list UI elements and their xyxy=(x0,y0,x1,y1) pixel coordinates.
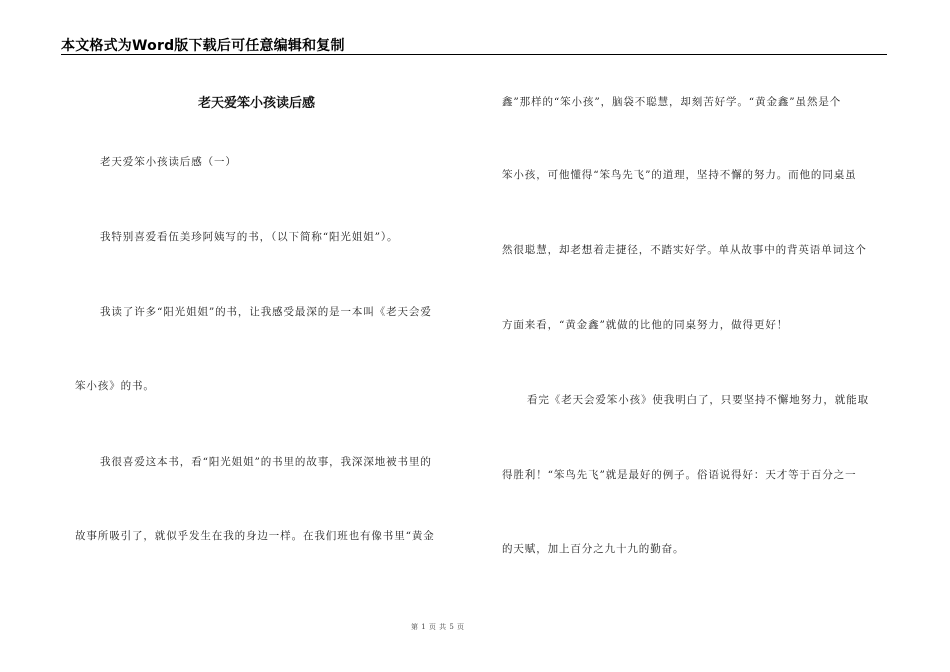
left-line-5: 我很喜爱这本书，看“阳光姐姐”的书里的故事，我深深地被书里的 xyxy=(100,456,432,468)
left-line-4: 笨小孩》的书。 xyxy=(75,380,155,392)
right-line-5: 看完《老天会爱笨小孩》使我明白了，只要坚持不懈地努力，就能取 xyxy=(527,394,869,406)
right-line-2: 笨小孩，可他懂得“笨鸟先飞”的道理，坚持不懈的努力。而他的同桌虽 xyxy=(502,169,857,181)
left-line-3: 我读了许多“阳光姐姐”的书，让我感受最深的是一本叫《老天会爱 xyxy=(100,306,432,318)
right-line-3: 然很聪慧，却老想着走捷径，不踏实好学。单从故事中的背英语单词这个 xyxy=(502,244,867,256)
left-line-6: 故事所吸引了，就似乎发生在我的身边一样。在我们班也有像书里“黄金 xyxy=(75,530,435,542)
right-line-7: 的天赋，加上百分之九十九的勤奋。 xyxy=(502,543,685,555)
left-line-2: 我特别喜爱看伍美珍阿姨写的书，（以下简称“阳光姐姐”）。 xyxy=(100,231,399,243)
page-header: 本文格式为Word版下载后可任意编辑和复制 xyxy=(61,38,345,54)
right-line-4: 方面来看，“黄金鑫”就做的比他的同桌努力，做得更好！ xyxy=(502,319,789,331)
document-title: 老天爱笨小孩读后感 xyxy=(198,96,316,111)
header-divider xyxy=(61,54,887,55)
left-line-1: 老天爱笨小孩读后感（一） xyxy=(100,156,237,168)
page-number: 第 1 页 共 5 页 xyxy=(411,623,465,631)
right-line-1: 鑫”那样的“笨小孩”，脑袋不聪慧，却刻苦好学。“黄金鑫”虽然是个 xyxy=(502,96,842,108)
right-line-6: 得胜利！“笨鸟先飞”就是最好的例子。俗语说得好：天才等于百分之一 xyxy=(502,469,857,481)
